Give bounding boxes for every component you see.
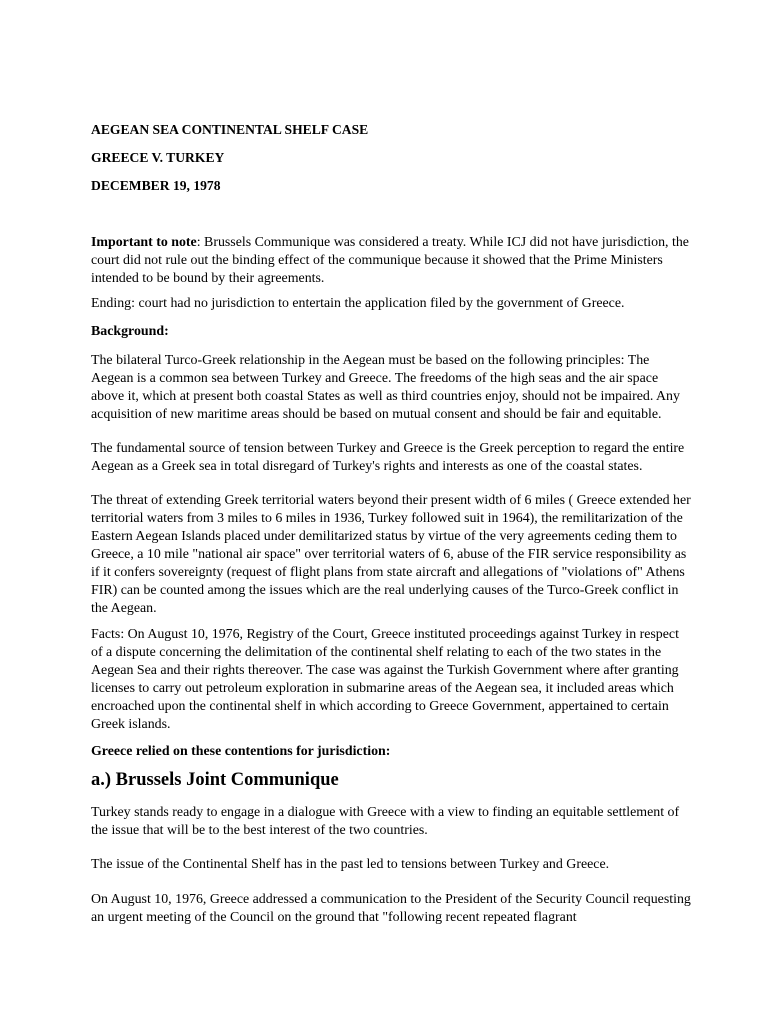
case-title: AEGEAN SEA CONTINENTAL SHELF CASE xyxy=(91,122,369,137)
contentions-heading: Greece relied on these contentions for jurisdiction: xyxy=(91,744,391,759)
background-text-3: The threat of extending Greek territorial waters beyond their present width of 6 miles ( Greece extended her territorial waters from 3 miles to 6 miles in 1936, Turkey followed suit in 1964), the remilitarization of the Eastern Aegean Islands placed under demilitarized status by virtue of the very agreements ceding them to Greece, a 10 mile "national air space" over territorial waters of 6, abuse of the FIR service responsibility as if it confers sovereignty (request of flight plans from state aircraft and allegations of "violations of" Athens FIR) can be counted among the issues which are the real underlying causes of the Turco-Greek conflict in the Aegean. xyxy=(91,493,691,616)
facts-paragraph xyxy=(91,626,691,734)
august-communication-text: On August 10, 1976, Greece addressed a communication to the President of the Security Council requesting an urgent meeting of the Council on the ground that "following recent repeated flagrant xyxy=(91,892,691,925)
case-parties: GREECE V. TURKEY xyxy=(91,150,225,165)
contentions-heading-row xyxy=(91,743,691,761)
important-note-paragraph xyxy=(91,234,691,288)
ending-text: Ending: court had no jurisdiction to entertain the application filed by the government of Greece. xyxy=(91,296,625,311)
continental-shelf-issue-paragraph xyxy=(91,856,691,874)
facts-text: Facts: On August 10, 1976, Registry of the Court, Greece instituted proceedings against Turkey in respect of a dispute concerning the delimitation of the continental shelf relating to each of the two states in the Aegean Sea and their rights thereover. The case was against the Turkish Government where after granting licenses to carry out petroleum exploration in submarine areas of the Aegean sea, it included areas which encroached upon the continental shelf in which according to Greece Government, appertained to certain Greek islands. xyxy=(91,627,679,732)
background-paragraph-3 xyxy=(91,492,691,618)
case-date: DECEMBER 19, 1978 xyxy=(91,178,221,193)
subheading-brussels-communique: a.) Brussels Joint Communique xyxy=(91,770,339,790)
important-note-text: : Brussels Communique was considered a treaty. While ICJ did not have jurisdiction, the court did not rule out the binding effect of the communique because it showed that the Prime Ministers intended to be bound by their agreements. xyxy=(91,235,689,286)
background-text-1: The bilateral Turco-Greek relationship in the Aegean must be based on the following principles: The Aegean is a common sea between Turkey and Greece. The freedoms of the high seas and the air space above it, which at present both coastal States as well as third countries enjoy, should not be impaired. Any acquisition of new maritime areas should be based on mutual consent and should be fair and equitable. xyxy=(91,353,680,422)
august-communication-paragraph xyxy=(91,891,691,927)
background-heading: Background: xyxy=(91,324,169,339)
background-heading-row xyxy=(91,323,691,341)
turkey-dialogue-paragraph xyxy=(91,804,691,840)
background-text-2: The fundamental source of tension between Turkey and Greece is the Greek perception to regard the entire Aegean as a Greek sea in total disregard of Turkey's rights and interests as one of the coastal states. xyxy=(91,441,685,474)
continental-shelf-issue-text: The issue of the Continental Shelf has in the past led to tensions between Turkey and Greece. xyxy=(91,857,610,872)
background-paragraph-2 xyxy=(91,440,691,476)
background-paragraph-1 xyxy=(91,352,691,424)
turkey-dialogue-text: Turkey stands ready to engage in a dialogue with Greece with a view to finding an equitable settlement of the issue that will be to the best interest of the two countries. xyxy=(91,805,680,838)
ending-paragraph xyxy=(91,295,691,313)
important-note-label: Important to note xyxy=(91,235,197,250)
